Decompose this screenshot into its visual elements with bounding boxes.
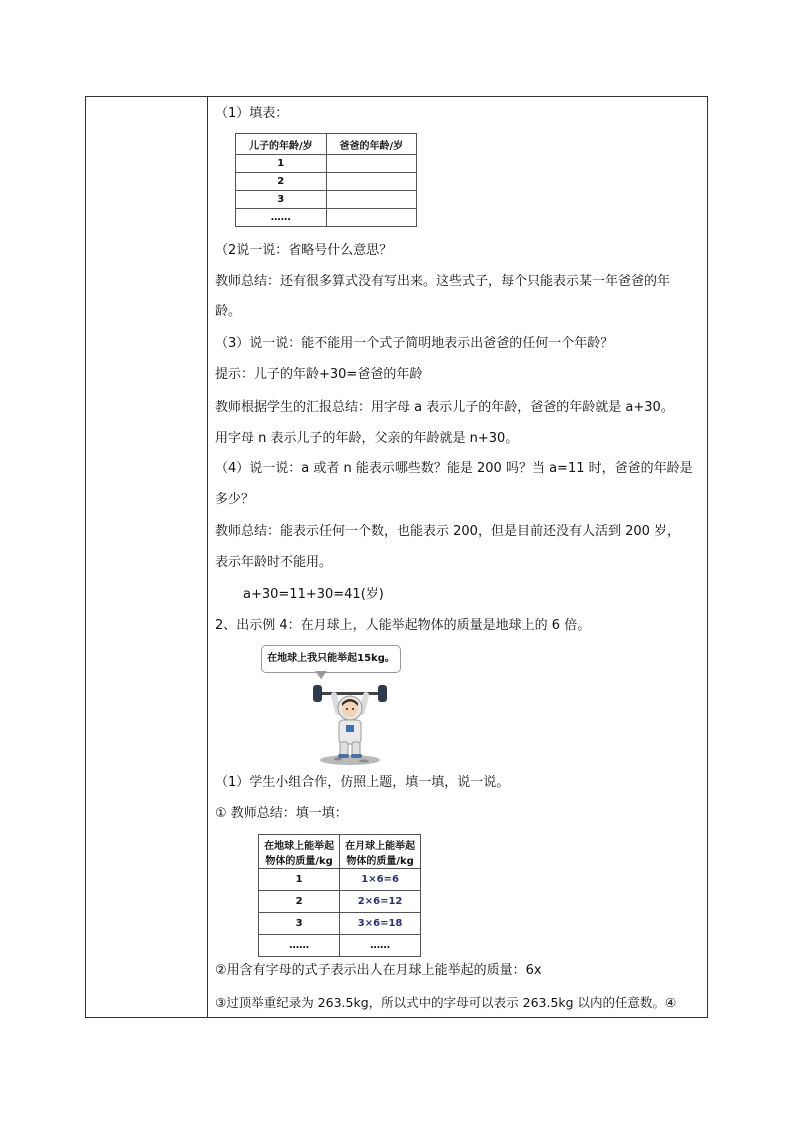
line-teacher-summary-2: 教师根据学生的汇报总结：用字母 a 表示儿子的年龄，爸爸的年龄就是 a+30。 xyxy=(215,400,674,415)
line-group-work: （1）学生小组合作，仿照上题，填一填，说一说。 xyxy=(215,775,510,790)
line-teacher-summary-1: 教师总结：还有很多算式没有写出来。这些式子，每个只能表示某一年爸爸的年 xyxy=(215,274,671,289)
mass-table-cell: 1 xyxy=(259,869,340,891)
line-example-4: 2、出示例 4：在月球上，人能举起物体的质量是地球上的 6 倍。 xyxy=(215,618,591,633)
mass-table-cell: 3×6=18 xyxy=(340,913,421,935)
line-expression: ②用含有字母的式子表示出人在月球上能举起的质量：6x xyxy=(215,963,542,978)
mass-table-cell: 2×6=12 xyxy=(340,891,421,913)
table-row xyxy=(236,209,417,227)
table-row xyxy=(259,891,421,913)
table-row xyxy=(236,155,417,173)
age-table-cell xyxy=(326,209,416,227)
lesson-frame xyxy=(85,96,708,1018)
column-divider xyxy=(207,97,208,1017)
line-record: ③过顶举重纪录为 263.5kg，所以式中的字母可以表示 263.5kg 以内的任意数。④ xyxy=(215,995,677,1010)
age-table-cell: …… xyxy=(236,209,327,227)
mass-table-cell: 3 xyxy=(259,913,340,935)
mass-table xyxy=(258,834,421,957)
mass-table-cell: 1×6=6 xyxy=(340,869,421,891)
age-table-header-dad: 爸爸的年龄/岁 xyxy=(326,134,416,155)
mass-table-cell: …… xyxy=(259,935,340,957)
table-row xyxy=(236,191,417,209)
speech-bubble: 在地球上我只能举起15kg。 xyxy=(261,645,401,673)
mass-table-cell: …… xyxy=(340,935,421,957)
age-table-cell: 3 xyxy=(236,191,327,209)
age-table-cell: 1 xyxy=(236,155,327,173)
age-table-header-son: 儿子的年龄/岁 xyxy=(236,134,327,155)
mass-table-header-earth: 在地球上能举起 物体的质量/kg xyxy=(259,835,340,869)
line-fill-in: ① 教师总结：填一填： xyxy=(215,806,348,821)
age-table-cell: 2 xyxy=(236,173,327,191)
age-table-cell xyxy=(326,173,416,191)
speech-bubble-tail xyxy=(315,671,327,679)
line-question-4: （4）说一说：a 或者 n 能表示哪些数？能是 200 吗？当 a=11 时，爸爸的年龄是 xyxy=(215,461,693,476)
line-formula: a+30=11+30=41(岁) xyxy=(243,587,384,602)
mass-table-header-moon: 在月球上能举起 物体的质量/kg xyxy=(340,835,421,869)
age-table xyxy=(235,133,417,227)
line-fill-table: （1）填表： xyxy=(215,106,289,121)
age-table-cell xyxy=(326,191,416,209)
table-row xyxy=(259,913,421,935)
line-hint: 提示：儿子的年龄+30=爸爸的年龄 xyxy=(215,367,423,382)
table-row xyxy=(236,173,417,191)
line-ellipsis-question: （2说一说：省略号什么意思？ xyxy=(215,243,393,258)
line-teacher-summary-3: 教师总结：能表示任何一个数，也能表示 200，但是目前还没有人活到 200 岁， xyxy=(215,524,681,539)
line-question-3: （3）说一说：能不能用一个式子简明地表示出爸爸的任何一个年龄？ xyxy=(215,336,614,351)
age-table-cell xyxy=(326,155,416,173)
line-teacher-summary-2b: 用字母 n 表示儿子的年龄，父亲的年龄就是 n+30。 xyxy=(215,431,519,446)
table-row xyxy=(259,869,421,891)
line-teacher-summary-1b: 龄。 xyxy=(215,304,242,319)
line-question-4b: 多少？ xyxy=(215,492,255,507)
table-row xyxy=(259,935,421,957)
astronaut-weightlifter-icon xyxy=(310,682,390,767)
line-teacher-summary-3b: 表示年龄时不能用。 xyxy=(215,555,333,570)
mass-table-cell: 2 xyxy=(259,891,340,913)
